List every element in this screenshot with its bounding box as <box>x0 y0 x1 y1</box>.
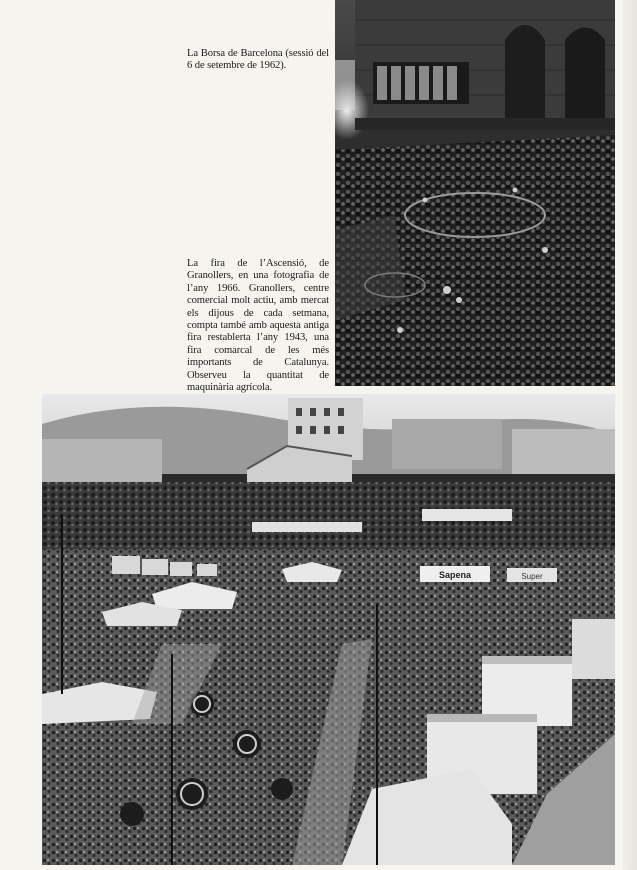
stand-sign-super: Super <box>521 572 543 581</box>
caption-fira: La fira de l’Ascensió, de Granollers, en una fotografia de l’any 1966. Granollers, centre comercial molt actiu, amb mercat els dijous de cada setmana, compta també amb aquesta antiga fira restablerta l’any 1943, una fira comarcal de les més importants de Catalunya. Observeu la quantitat de maquinària agrícola. <box>187 258 329 394</box>
photo-borsa-barcelona <box>335 0 615 386</box>
page-edge <box>623 0 637 870</box>
caption-borsa: La Borsa de Barcelona (sessió del 6 de setembre de 1962). <box>187 48 329 72</box>
stand-sign-sapena: Sapena <box>438 570 472 580</box>
stock-exchange-photo <box>335 0 615 386</box>
fair-photo <box>42 394 615 865</box>
photo-fira-granollers <box>42 394 615 865</box>
